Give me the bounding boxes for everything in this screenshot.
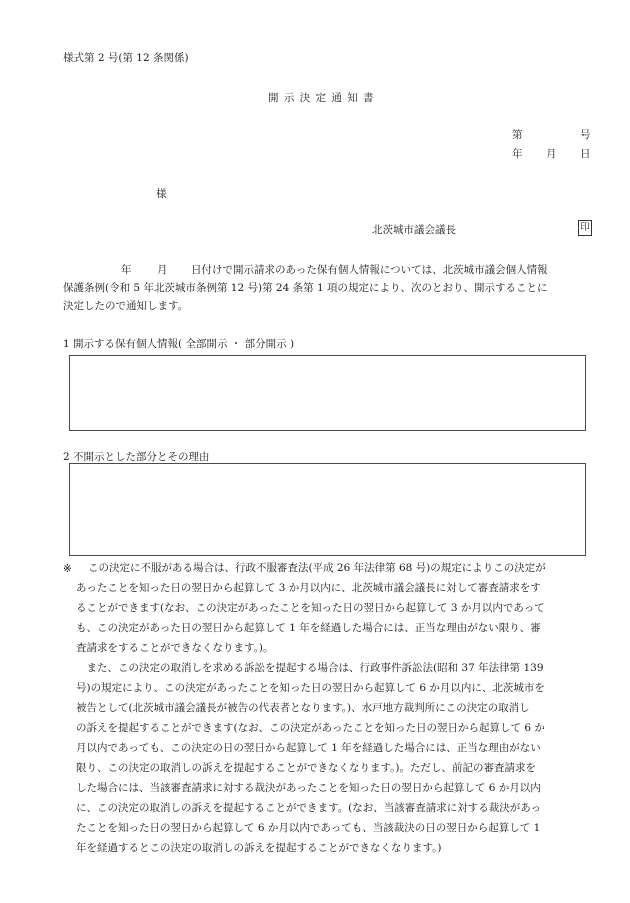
note-line: に、この決定の取消しの訴えを提起することができます。(なお、当該審査請求に対する裁決があっ xyxy=(76,802,542,814)
note-line: 査請求をすることができなくなります。)。 xyxy=(76,642,274,654)
note-line: も、この決定があった日の翌日から起算して 1 年を経過した場合には、正当な理由がない限り、審 xyxy=(76,622,541,634)
note-line: の訴えを提起することができます(なお、この決定があったことを知った日の翌日から起算して 6 か xyxy=(76,722,545,734)
seal-mark: 印 xyxy=(578,220,592,236)
sender-name: 北茨城市議会議長 xyxy=(372,224,456,236)
note-line: 号)の規定により、この決定があったことを知った日の翌日から起算して 6 か月以内に、北茨城市を xyxy=(76,682,545,694)
addressee-suffix: 様 xyxy=(156,188,167,200)
disclosed-info-box[interactable] xyxy=(69,355,586,431)
section-2-heading: 2 不開示とした部分とその理由 xyxy=(63,451,210,463)
note-line: 年を経過するとこの決定の取消しの訴えを提起することができなくなります。) xyxy=(76,842,442,854)
note-line: した場合には、当該審査請求に対する裁決があったことを知った日の翌日から起算して 6 か月以内 xyxy=(76,782,541,794)
intro-year: 年 xyxy=(121,264,132,276)
note-line: また、この決定の取消しを求める訴訟を提起する場合は、行政事件訴訟法(昭和 37 年法律第 139 xyxy=(76,662,544,674)
page-title: 開 示 決 定 通 知 書 xyxy=(268,92,375,104)
note-line: ることができます(なお、この決定があったことを知った日の翌日から起算して 3 か月以内であって xyxy=(76,602,545,614)
date-day: 日 xyxy=(580,148,591,160)
note-line: 限り、この決定の取消しの訴えを提起することができなくなります。)。ただし、前記の審査請求を xyxy=(76,762,537,774)
section-1-heading: 1 開示する保有個人情報( 全部開示 ・ 部分開示 ) xyxy=(63,338,295,350)
note-mark: ※ xyxy=(63,563,72,575)
note-line: たことを知った日の翌日から起算して 6 か月以内であっても、当該裁決の日の翌日から起算して 1 xyxy=(76,822,541,834)
date-month: 月 xyxy=(546,148,557,160)
number-suffix: 号 xyxy=(580,129,591,141)
form-label: 様式第 2 号(第 12 条関係) xyxy=(63,52,189,64)
intro-line-2: 保護条例(令和 5 年北茨城市条例第 12 号)第 24 条第 1 項の規定により、次のとおり、開示することに xyxy=(63,282,548,294)
number-prefix: 第 xyxy=(512,129,523,141)
intro-month: 月 xyxy=(157,264,168,276)
note-line: 月以内であっても、この決定の日の翌日から起算して 1 年を経過した場合には、正当な理由がない xyxy=(76,742,541,754)
note-line: 被告として(北茨城市議会議長が被告の代表者となります。)、水戸地方裁判所にこの決定の取消し xyxy=(76,702,530,714)
intro-line-1: 日付けで開示請求のあった保有個人情報については、北茨城市議会個人情報 xyxy=(191,264,548,276)
note-line: この決定に不服がある場合は、行政不服審査法(平成 26 年法律第 68 号)の規定によりこの決定が xyxy=(88,562,546,574)
intro-line-3: 決定したので通知します。 xyxy=(63,300,189,312)
note-line: あったことを知った日の翌日から起算して 3 か月以内に、北茨城市議会議長に対して審査請求をす xyxy=(76,582,541,594)
date-year: 年 xyxy=(512,148,523,160)
undisclosed-reason-box[interactable] xyxy=(69,463,586,556)
